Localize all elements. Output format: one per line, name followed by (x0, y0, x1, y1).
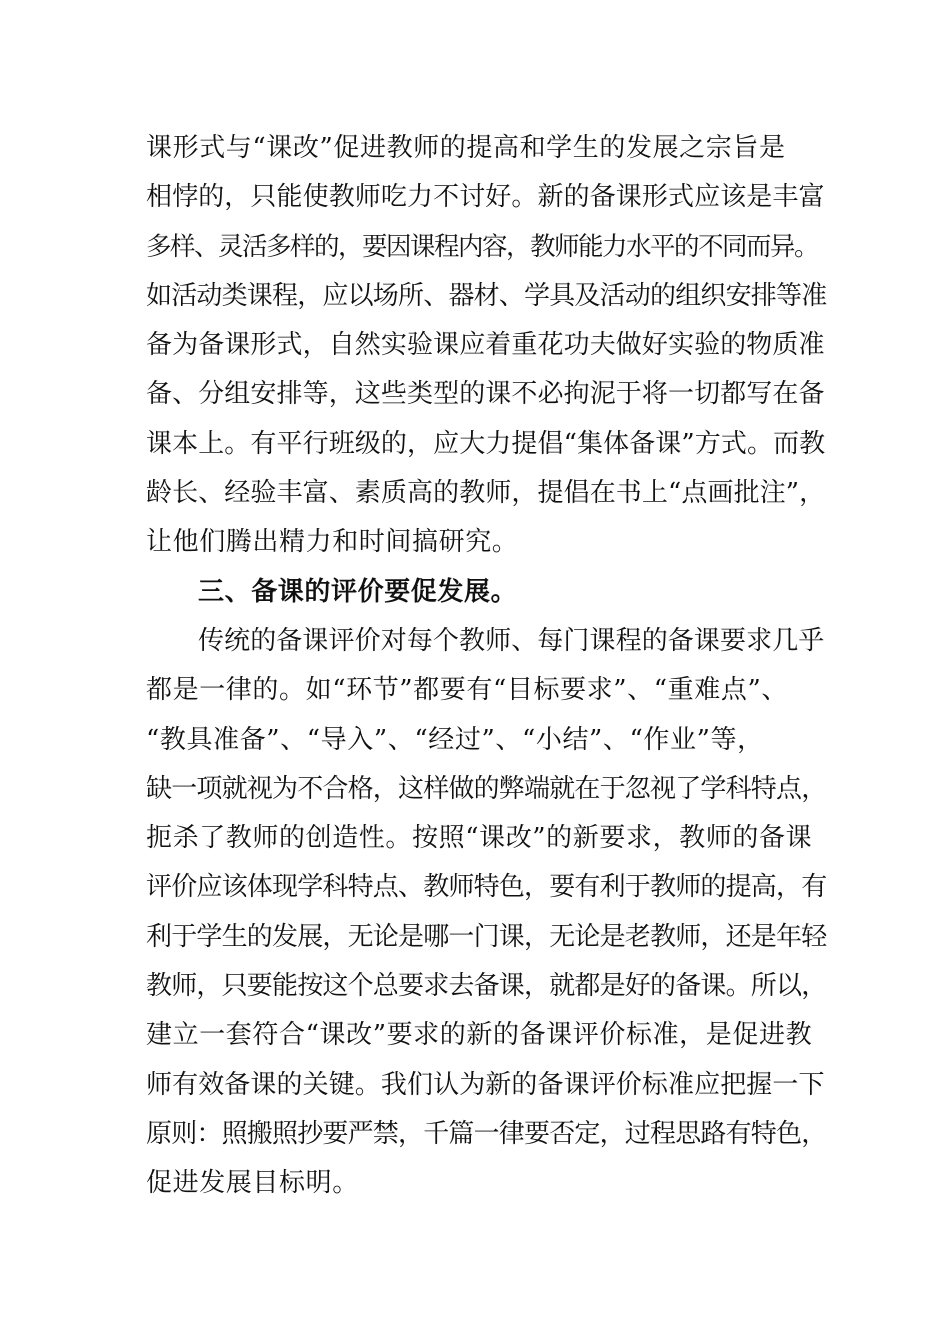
text-line: 课本上。有平行班级的，应大力提倡“集体备课”方式。而教 (146, 428, 826, 459)
text-line: 促进发展目标明。 (146, 1168, 359, 1199)
text-line: 原则：照搬照抄要严禁，千篇一律要否定，过程思路有特色， (146, 1118, 827, 1149)
paragraph-first-line: 传统的备课评价对每个教师、每门课程的备课要求几乎 (198, 625, 825, 656)
text-line: 备、分组安排等，这些类型的课不必拘泥于将一切都写在备 (146, 379, 825, 410)
text-line: 扼杀了教师的创造性。按照“课改”的新要求，教师的备课 (146, 823, 813, 854)
text-line: 缺一项就视为不合格，这样做的弊端就在于忽视了学科特点， (146, 773, 827, 804)
text-line: 备为备课形式，自然实验课应着重花功夫做好实验的物质准 (146, 330, 825, 361)
text-line: 评价应该体现学科特点、教师特色，要有利于教师的提高，有 (146, 872, 827, 903)
section-heading: 三、备课的评价要促发展。 (198, 576, 518, 607)
body-text (146, 124, 826, 1209)
text-line: 让他们腾出精力和时间搞研究。 (146, 527, 519, 558)
text-line: 师有效备课的关键。我们认为新的备课评价标准应把握一下 (146, 1069, 825, 1100)
text-line: “教具准备”、“导入”、“经过”、“小结”、“作业”等， (146, 724, 764, 755)
text-line: 如活动类课程，应以场所、器材、学具及活动的组织安排等准 (146, 280, 827, 311)
text-line: 课形式与“课改”促进教师的提高和学生的发展之宗旨是 (146, 133, 786, 163)
text-line: 教师，只要能按这个总要求去备课，就都是好的备课。所以， (146, 971, 827, 1002)
text-line: 利于学生的发展，无论是哪一门课，无论是老教师，还是年轻 (146, 921, 827, 952)
text-line: 多样、灵活多样的，要因课程内容，教师能力水平的不同而异。 (146, 231, 819, 262)
text-line: 相悖的，只能使教师吃力不讨好。新的备课形式应该是丰富 (146, 182, 825, 213)
text-line: 都是一律的。如“环节”都要有“目标要求”、“重难点”、 (146, 675, 788, 706)
text-line: 建立一套符合“课改”要求的新的备课评价标准，是促进教 (146, 1020, 813, 1051)
text-line: 龄长、经验丰富、素质高的教师，提倡在书上“点画批注”， (146, 478, 826, 509)
